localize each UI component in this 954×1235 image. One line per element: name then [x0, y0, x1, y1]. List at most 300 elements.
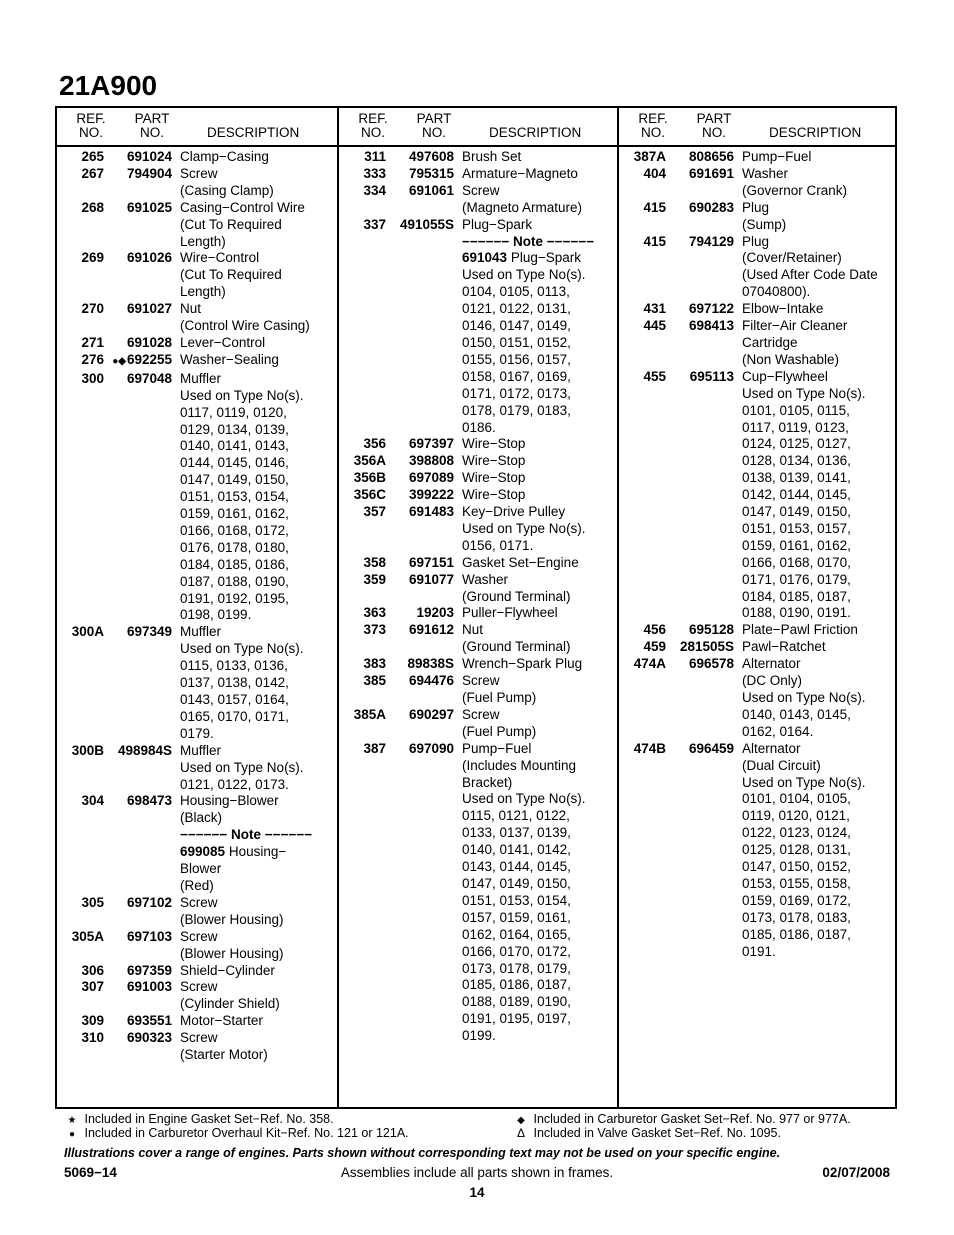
description: 0166, 0168, 0170,	[742, 554, 851, 570]
table-row	[619, 944, 895, 961]
part-no	[386, 944, 454, 961]
part-no	[666, 250, 734, 267]
ref-no	[339, 842, 386, 859]
description: Filter−Air Cleaner	[742, 318, 848, 334]
table-row	[57, 760, 337, 777]
ref-no	[619, 825, 666, 842]
ref-no: 474A	[633, 656, 666, 672]
table-row	[57, 996, 337, 1013]
part-no	[666, 707, 734, 724]
ref-no	[339, 420, 386, 437]
description: 0166, 0168, 0172,	[180, 522, 289, 538]
description: 0173, 0178, 0179,	[462, 960, 571, 976]
table-row	[57, 250, 337, 267]
part-no: 697048	[126, 370, 172, 386]
ref-no	[619, 250, 666, 267]
ref-no	[57, 388, 104, 405]
ref-no	[619, 504, 666, 521]
ref-no	[57, 506, 104, 523]
part-no	[386, 1028, 454, 1045]
part-no	[104, 318, 172, 335]
table-row	[339, 893, 617, 910]
part-no: 794129	[688, 233, 734, 249]
description: 0185, 0186, 0187,	[742, 926, 851, 942]
description: 0153, 0155, 0158,	[742, 875, 851, 891]
ref-no	[619, 183, 666, 200]
description: Motor−Starter	[180, 1013, 263, 1029]
description: 0147, 0149, 0150,	[180, 472, 289, 488]
ref-no: 300B	[71, 742, 104, 758]
description: 0198, 0199.	[180, 607, 252, 623]
description: 0125, 0128, 0131,	[742, 842, 851, 858]
ref-no	[339, 690, 386, 707]
part-no: 398808	[408, 453, 454, 469]
column-header	[57, 108, 337, 147]
star-icon: ★	[67, 1115, 77, 1126]
description: 0115, 0133, 0136,	[180, 658, 288, 674]
description: 0104, 0105, 0113,	[462, 284, 570, 300]
description: 0151, 0153, 0154,	[180, 489, 289, 505]
part-no: 795315	[408, 165, 454, 181]
table-row	[339, 538, 617, 555]
ref-no	[339, 589, 386, 606]
part-no	[104, 267, 172, 284]
ref-no	[339, 791, 386, 808]
description: 0173, 0178, 0183,	[742, 909, 851, 925]
table-row	[619, 183, 895, 200]
part-no	[104, 388, 172, 405]
ref-no	[57, 946, 104, 963]
ref-no	[339, 284, 386, 301]
description: 0150, 0151, 0152,	[462, 334, 571, 350]
table-row	[339, 961, 617, 978]
table-row	[57, 895, 337, 912]
ref-no	[339, 977, 386, 994]
table-row	[339, 825, 617, 842]
description: Used on Type No(s).	[462, 520, 586, 536]
description: 0184, 0185, 0186,	[180, 556, 289, 572]
part-no	[104, 1047, 172, 1064]
part-no	[666, 690, 734, 707]
table-row	[339, 234, 617, 251]
description: 0128, 0134, 0136,	[742, 453, 851, 469]
ref-no	[57, 557, 104, 574]
part-no	[666, 183, 734, 200]
description: Shield−Cylinder	[180, 962, 275, 978]
ref-no	[619, 775, 666, 792]
description: Blower	[180, 861, 222, 877]
footnote-diamond-text: Included in Carburetor Gasket Set−Ref. No. 977 or 977A.	[533, 1112, 851, 1126]
table-row	[57, 267, 337, 284]
description: Screw	[180, 894, 218, 910]
ref-no	[339, 639, 386, 656]
ref-no: 459	[643, 639, 666, 655]
part-no: 695113	[689, 368, 734, 384]
part-no	[666, 470, 734, 487]
table-row	[57, 1030, 337, 1047]
ref-no	[339, 1028, 386, 1045]
ref-no: 306	[81, 962, 104, 978]
ref-no-header: REF. NO.	[76, 111, 106, 140]
description: 0158, 0167, 0169,	[462, 368, 571, 384]
ref-no	[339, 318, 386, 335]
description: 0147, 0149, 0150,	[462, 875, 571, 891]
description: Puller−Flywheel	[462, 605, 558, 621]
ref-no	[57, 827, 104, 844]
part-no: 691024	[126, 149, 172, 164]
part-no	[666, 825, 734, 842]
description: (Blower Housing)	[180, 911, 284, 927]
part-no	[666, 589, 734, 606]
table-row	[57, 405, 337, 422]
ref-no	[57, 844, 104, 861]
table-row	[619, 707, 895, 724]
description: (Blower Housing)	[180, 945, 284, 961]
description: Wire−Control	[180, 250, 260, 266]
ref-no: 358	[363, 554, 386, 570]
table-row	[339, 808, 617, 825]
part-no	[104, 217, 172, 234]
ref-no	[57, 760, 104, 777]
description: 0151, 0153, 0154,	[462, 892, 571, 908]
part-no	[104, 438, 172, 455]
table-row	[57, 878, 337, 895]
table-row	[619, 200, 895, 217]
table-row	[339, 639, 617, 656]
table-row	[619, 504, 895, 521]
ref-no: 387	[363, 740, 386, 756]
table-row	[339, 420, 617, 437]
ref-no	[57, 996, 104, 1013]
description: (Red)	[180, 877, 214, 893]
table-row	[619, 521, 895, 538]
ref-no	[339, 859, 386, 876]
description: 0191.	[742, 943, 776, 959]
ref-no: 404	[643, 165, 666, 181]
table-row	[57, 624, 337, 641]
table-row	[57, 861, 337, 878]
description: Alternator	[742, 656, 801, 672]
description: Brush Set	[462, 149, 522, 164]
table-row	[57, 183, 337, 200]
description: Lever−Control	[180, 334, 266, 350]
description: Screw	[180, 165, 218, 181]
part-no	[104, 844, 172, 861]
ref-no	[57, 692, 104, 709]
description: Nut	[180, 301, 202, 317]
ref-no: 357	[363, 504, 386, 520]
part-no: 691483	[408, 504, 454, 520]
part-no	[666, 352, 734, 369]
part-no	[104, 692, 172, 709]
footnote-dot-text: Included in Carburetor Overhaul Kit−Ref. No. 121 or 121A.	[84, 1126, 409, 1140]
part-no	[104, 607, 172, 624]
description: (Non Washable)	[742, 351, 840, 367]
description: 0166, 0170, 0172,	[462, 943, 571, 959]
description: −−−−−− Note −−−−−−	[462, 233, 595, 249]
ref-no	[57, 726, 104, 743]
description: Elbow−Intake	[742, 301, 824, 317]
part-no	[386, 775, 454, 792]
description: 0191, 0195, 0197,	[462, 1011, 571, 1027]
part-no	[104, 591, 172, 608]
part-no: 399222	[408, 487, 454, 503]
table-row	[57, 929, 337, 946]
description: 0199.	[462, 1028, 496, 1044]
description: Wire−Stop	[462, 436, 526, 452]
table-row	[339, 741, 617, 758]
table-row	[57, 692, 337, 709]
part-no	[104, 878, 172, 895]
table-row	[57, 438, 337, 455]
ref-no: 271	[81, 334, 104, 350]
part-no	[386, 910, 454, 927]
table-row	[339, 487, 617, 504]
part-no	[104, 760, 172, 777]
table-row	[619, 267, 895, 284]
part-no	[386, 335, 454, 352]
part-no	[104, 422, 172, 439]
table-row	[57, 284, 337, 301]
ref-no: 337	[363, 216, 386, 232]
part-no	[386, 690, 454, 707]
description: 0143, 0144, 0145,	[462, 859, 571, 875]
description: 0121, 0122, 0173.	[180, 776, 289, 792]
ref-no: 359	[363, 571, 386, 587]
ref-no: 474B	[633, 740, 666, 756]
part-no: 693551	[126, 1013, 172, 1029]
ref-no	[619, 673, 666, 690]
table-row	[57, 352, 337, 371]
part-no: 491055S	[399, 216, 454, 232]
table-row	[339, 403, 617, 420]
ref-no	[57, 658, 104, 675]
description: 0119, 0120, 0121,	[742, 808, 850, 824]
ref-no	[619, 470, 666, 487]
table-row	[619, 690, 895, 707]
table-row	[339, 335, 617, 352]
ref-no	[619, 420, 666, 437]
ref-no	[57, 591, 104, 608]
table-row	[57, 777, 337, 794]
part-no	[386, 859, 454, 876]
table-row	[619, 893, 895, 910]
part-no	[666, 724, 734, 741]
part-no	[386, 284, 454, 301]
description: (Black)	[180, 810, 223, 826]
table-row	[339, 791, 617, 808]
table-row	[339, 555, 617, 572]
table-row	[619, 859, 895, 876]
table-row	[57, 641, 337, 658]
table-row	[339, 876, 617, 893]
ref-no	[619, 436, 666, 453]
ref-no: 270	[81, 301, 104, 317]
parts-column-1	[57, 108, 337, 1107]
ref-no: 300	[81, 370, 104, 386]
table-row	[619, 791, 895, 808]
description: 0122, 0123, 0124,	[742, 825, 851, 841]
table-row	[57, 301, 337, 318]
ref-no	[619, 876, 666, 893]
ref-no: 445	[643, 318, 666, 334]
description: Clamp−Casing	[180, 149, 269, 164]
description: Used on Type No(s).	[180, 759, 304, 775]
description: Wrench−Spark Plug	[462, 656, 583, 672]
table-row	[339, 1028, 617, 1045]
part-no	[666, 876, 734, 893]
table-row	[339, 453, 617, 470]
description: (Magneto Armature)	[462, 199, 583, 215]
ref-no	[339, 200, 386, 217]
ref-no	[339, 352, 386, 369]
table-row	[619, 420, 895, 437]
table-row	[619, 335, 895, 352]
part-no	[666, 808, 734, 825]
description: 0101, 0104, 0105,	[742, 791, 851, 807]
ref-no: 265	[81, 149, 104, 164]
description: 0162, 0164, 0165,	[462, 926, 571, 942]
part-no	[666, 335, 734, 352]
table-row	[57, 1013, 337, 1030]
table-row	[57, 827, 337, 844]
description: 0191, 0192, 0195,	[180, 590, 289, 606]
description: 0162, 0164.	[742, 723, 814, 739]
part-no	[104, 675, 172, 692]
description: 0124, 0125, 0127,	[742, 436, 851, 452]
table-row	[619, 825, 895, 842]
table-row	[57, 557, 337, 574]
doc-number: 5069−14	[64, 1165, 117, 1180]
part-no: 808656	[688, 149, 734, 164]
table-row	[57, 149, 337, 166]
parts-rows	[57, 149, 337, 1064]
part-no: 697089	[408, 470, 454, 486]
description-header: DESCRIPTION	[489, 125, 582, 140]
description: Washer	[742, 165, 789, 181]
ref-no	[339, 775, 386, 792]
ref-no: 431	[643, 301, 666, 317]
part-no: 794904	[126, 165, 172, 181]
description: 0171, 0172, 0173,	[462, 385, 571, 401]
ref-no	[339, 944, 386, 961]
description: 699085 Housing−	[180, 844, 287, 860]
description: 0155, 0156, 0157,	[462, 351, 571, 367]
part-no	[104, 996, 172, 1013]
table-row	[339, 724, 617, 741]
part-no: 281505S	[679, 639, 734, 655]
part-no: 697397	[408, 436, 454, 452]
description: 0185, 0186, 0187,	[462, 977, 571, 993]
doc-date: 02/07/2008	[822, 1165, 890, 1180]
table-row	[57, 335, 337, 352]
table-row	[339, 149, 617, 166]
part-no	[104, 523, 172, 540]
description: 0101, 0105, 0115,	[742, 402, 850, 418]
ref-no	[57, 777, 104, 794]
part-no: 691003	[126, 979, 172, 995]
table-row	[619, 369, 895, 386]
table-row	[339, 775, 617, 792]
part-no	[104, 405, 172, 422]
table-row	[57, 844, 337, 861]
ref-no	[619, 403, 666, 420]
description: 0171, 0176, 0179,	[742, 571, 851, 587]
part-no	[104, 234, 172, 251]
part-no	[386, 538, 454, 555]
description: Casing−Control Wire	[180, 199, 305, 215]
table-row	[57, 489, 337, 506]
disclaimer: Illustrations cover a range of engines. Parts shown without corresponding text may not be used on your specific engine.	[64, 1146, 781, 1160]
description: Washer−Sealing	[180, 351, 279, 367]
part-no	[104, 810, 172, 827]
ref-no	[57, 709, 104, 726]
description: Screw	[462, 182, 500, 198]
part-no	[666, 842, 734, 859]
part-no: 691077	[408, 571, 454, 587]
part-no	[386, 808, 454, 825]
ref-no	[57, 675, 104, 692]
description: (Cylinder Shield)	[180, 996, 280, 1012]
table-row	[619, 217, 895, 234]
ref-no	[57, 1047, 104, 1064]
ref-no: 305	[81, 894, 104, 910]
part-no	[666, 859, 734, 876]
part-no	[386, 825, 454, 842]
part-no	[666, 436, 734, 453]
part-no	[666, 504, 734, 521]
part-no	[104, 912, 172, 929]
ref-no: 269	[81, 250, 104, 266]
ref-no	[57, 438, 104, 455]
description: Length)	[180, 284, 226, 300]
ref-no	[339, 758, 386, 775]
table-row	[57, 234, 337, 251]
part-no	[666, 555, 734, 572]
ref-no	[57, 234, 104, 251]
ref-no	[57, 540, 104, 557]
ref-no	[339, 369, 386, 386]
table-row	[339, 589, 617, 606]
table-row	[619, 605, 895, 622]
ref-no: 300A	[71, 624, 104, 640]
ref-no	[619, 589, 666, 606]
parts-column-2	[337, 108, 617, 1107]
part-no	[386, 403, 454, 420]
description: (Sump)	[742, 216, 787, 232]
description: 0187, 0188, 0190,	[180, 573, 289, 589]
part-no	[386, 352, 454, 369]
description: Washer	[462, 571, 509, 587]
description: (Includes Mounting	[462, 757, 577, 773]
ref-no	[339, 403, 386, 420]
part-no: 697090	[408, 740, 454, 756]
part-no	[104, 540, 172, 557]
table-row	[619, 453, 895, 470]
part-no	[386, 961, 454, 978]
ref-no: 267	[81, 165, 104, 181]
ref-no: 311	[364, 149, 386, 164]
description: Housing−Blower	[180, 793, 279, 809]
table-row	[619, 166, 895, 183]
part-no	[386, 994, 454, 1011]
part-no: 691028	[126, 334, 172, 350]
part-no: 698413	[688, 318, 734, 334]
table-row	[619, 758, 895, 775]
description: (Used After Code Date	[742, 267, 878, 283]
description: 0165, 0170, 0171,	[180, 708, 289, 724]
description: 0143, 0157, 0164,	[180, 692, 289, 707]
